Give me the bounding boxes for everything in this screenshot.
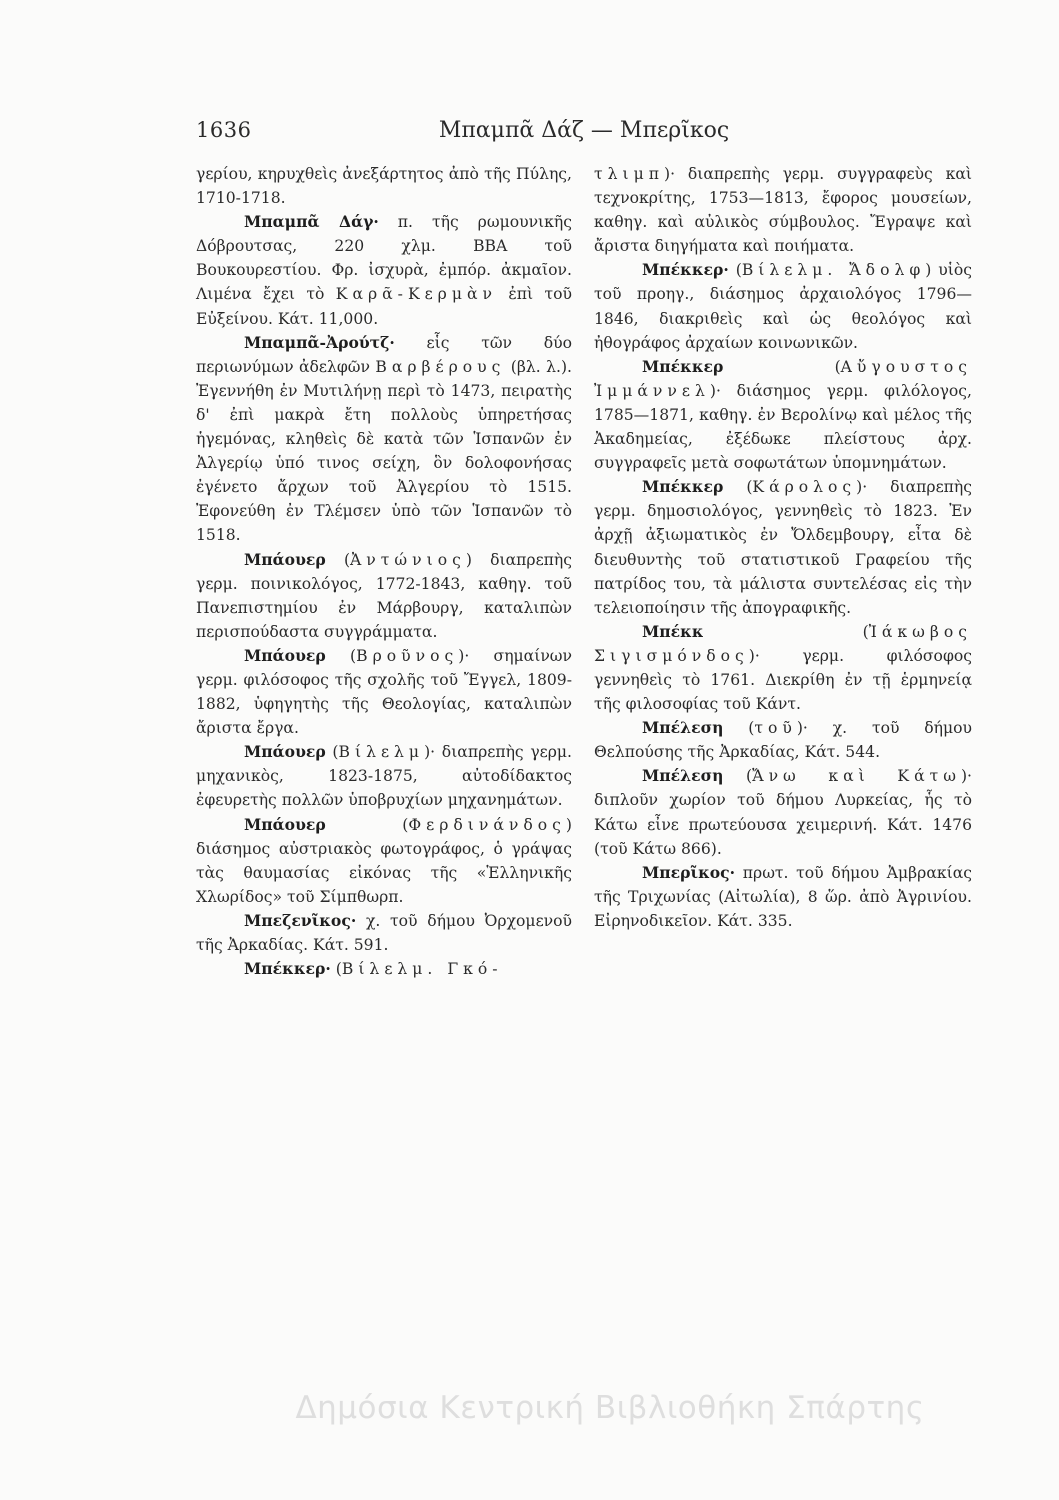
- entry-text-tail: ) διάσημος αὐστριακὸς φωτογράφος, ὁ γράψας τὰς θαυμασίας εἰκόνας τῆς «Ἑλληνικῆς Χλωρίδος» τοῦ Σίμπθωρπ.: [196, 815, 572, 906]
- dictionary-entry: [196, 813, 572, 909]
- dictionary-entry: [196, 331, 572, 548]
- entry-headword: Μπάουερ: [244, 814, 326, 834]
- dictionary-entry: [594, 258, 972, 354]
- entry-text: (: [325, 646, 357, 665]
- entry-headword: Μπέλεση: [642, 718, 724, 738]
- entry-text-tail: ) διαπρεπὴς γερμ. ποινικολόγος, 1772-1843, καθηγ. τοῦ Πανεπιστημίου ἐν Μάρβουργ, καταλιπὼν περισπούδαστα συγγράμματα.: [196, 550, 572, 641]
- entry-text: (: [723, 478, 753, 497]
- entry-spaced-name: Ἄνω καὶ Κάτω: [752, 767, 961, 786]
- dictionary-entry: [594, 861, 972, 933]
- entry-text-tail: )· διαπρεπὴς γερμ. δημοσιολόγος, γεννηθεὶς τὸ 1823. Ἐν ἀρχῇ ἀξιωματικὸς ἐν Ὄλδεμβουργ, εἶτα δὲ διευθυντὴς τοῦ στατιστικοῦ Γραφείου τῆς πατρίδος του, τὰ μάλιστα συντελέσας εἰς τὴν τελειοποίησιν τῆς ἀπογραφικῆς.: [594, 478, 972, 617]
- right-column: [594, 162, 972, 933]
- entry-text-tail: (βλ. λ.). Ἐγεννήθη ἐν Μυτιλήνῃ περὶ τὸ 1473, πειρατὴς δ' ἐπὶ μακρὰ ἔτη πολλοὺς ὑπηρετήσας ἡγεμόνας, κληθεὶς δὲ κατὰ τῶν Ἱσπανῶν ἐν Ἀλγερίῳ ὑπό τινος σείχη, ὃν δολοφονήσας ἐγένετο ἄρχων τοῦ Ἀλγερίου τὸ 1515. Ἐφονεύθη ἐν Τλέμσεν ὑπὸ τῶν Ἱσπανῶν τὸ 1518.: [196, 357, 572, 545]
- entry-spaced-name: Ἰάκωβος Σιγισμόνδος: [594, 622, 972, 665]
- entry-headword: Μπάουερ: [244, 742, 326, 762]
- entry-spaced-name: Βροῦνος: [356, 646, 459, 665]
- entry-headword: Μπερῖκος·: [642, 862, 736, 882]
- entry-headword: Μπέκκερ·: [244, 959, 331, 979]
- entry-text: (: [330, 960, 342, 979]
- entry-text: εἷς τῶν δύο περιωνύμων ἀδελφῶν: [196, 333, 572, 376]
- continuation-text: [594, 162, 972, 258]
- continuation-body: )· διαπρεπὴς γερμ. συγγραφεὺς καὶ τεχνοκρίτης, 1753—1813, ἔφορος μουσείων, καθηγ. καὶ αὐλικὸς σύμβουλος. Ἔγραψε καὶ ἄριστα διηγήματα καὶ ποιήματα.: [594, 165, 972, 256]
- continuation-text: γερίου, κηρυχθεὶς ἀνεξάρτητος ἀπὸ τῆς Πύλης, 1710-1718.: [196, 165, 572, 208]
- entry-spaced-name: τοῦ: [754, 719, 797, 738]
- entry-headword: Μπέλεση: [642, 766, 724, 786]
- entry-spaced-name: Καρᾶ-Κερμὰν: [335, 285, 497, 304]
- entry-text: (: [723, 357, 841, 376]
- entry-text: (: [723, 719, 755, 738]
- entry-headword: Μπαμπᾶ Δάγ·: [244, 212, 379, 232]
- entry-headword: Μπεζενῖκος·: [244, 910, 357, 930]
- entry-spaced-name: Κάρολος: [752, 478, 857, 497]
- library-watermark: Δημόσια Κεντρική Βιβλιοθήκη Σπάρτης: [295, 1390, 925, 1426]
- continuation-spaced-name: τλιμπ: [594, 165, 665, 183]
- entry-text-tail: )· διάσημος γερμ. φιλόλογος, 1785—1871, καθηγ. ἐν Βερολίνῳ καὶ μέλος τῆς Ἀκαδημείας, ἐξέδωκε πλείστους ἀρχ. συγγραφεῖς μετὰ σοφωτάτων ὑπομνημάτων.: [594, 381, 972, 473]
- entry-spaced-name: Φερδινάνδος: [408, 815, 566, 834]
- entry-spaced-name: Ἀντώνιος: [350, 550, 466, 569]
- entry-headword: Μπέκκερ: [642, 356, 724, 376]
- entry-text: (: [325, 815, 409, 834]
- entry-text-tail: ἐπὶ τοῦ Εὐξείνου. Κάτ. 11,000.: [196, 285, 572, 328]
- page-header: [196, 118, 972, 158]
- entry-text-tail: )· διαπρεπὴς γερμ. μηχανικὸς, 1823-1875, αὐτοδίδακτος ἐφευρετὴς πολλῶν ὑποβρυχίων μηχανημάτων.: [196, 743, 572, 810]
- entry-text-tail: )· γερμ. φιλόσοφος γεννηθεὶς τὸ 1761. Διεκρίθη ἐν τῇ ἑρμηνείᾳ τῆς φιλοσοφίας τοῦ Κάντ.: [594, 646, 972, 714]
- entry-spaced-name: Βαρβέρους: [375, 357, 506, 376]
- left-column: [196, 162, 572, 981]
- entry-text-tail: )· διπλοῦν χωρίον τοῦ δήμου Λυρκείας, ἧς τὸ Κάτω εἶνε πρωτεύουσα χειμερινή. Κάτ. 1476 (τοῦ Κάτω 866).: [594, 767, 972, 858]
- entry-headword: Μπέκκερ: [642, 477, 724, 497]
- dictionary-entry: [196, 957, 572, 981]
- dictionary-entry: [594, 764, 972, 860]
- entry-text: πρωτ. τοῦ δήμου Ἀμβρακίας τῆς Τριχωνίας (Αἰτωλία), 8 ὥρ. ἀπὸ Ἀγρινίου. Εἰρηνοδικεῖον. Κάτ. 335.: [594, 863, 972, 930]
- entry-headword: Μπέκκ: [642, 621, 704, 641]
- dictionary-entry: [594, 475, 972, 620]
- dictionary-entry: [594, 620, 972, 716]
- entry-headword: Μπάουερ: [244, 549, 326, 569]
- page-number: 1636: [196, 118, 252, 142]
- dictionary-entry: [196, 740, 572, 812]
- entry-text: (: [325, 550, 351, 569]
- dictionary-entry: [594, 355, 972, 475]
- entry-text-tail: ) υἱὸς τοῦ προηγ., διάσημος ἀρχαιολόγος 1796—1846, διακριθεὶς καὶ ὡς θεολόγος καὶ ἠθογράφος ἀρχαίων κοινωνικῶν.: [594, 261, 972, 352]
- dictionary-entry: [196, 909, 572, 957]
- dictionary-entry: [196, 548, 572, 644]
- dictionary-entry: [196, 644, 572, 740]
- running-head: Μπαμπᾶ Δάζ — Μπερῖκος: [438, 118, 730, 143]
- entry-spaced-name: Βίλελμ. Ἄδολφ: [741, 261, 926, 280]
- entry-text-tail: )· χ. τοῦ δήμου Θελπούσης τῆς Ἀρκαδίας, Κάτ. 544.: [594, 719, 972, 762]
- entry-text: (: [723, 767, 753, 786]
- entry-spaced-name: Βίλελμ: [338, 743, 425, 762]
- entry-text: (: [728, 261, 742, 280]
- entry-spaced-name: Αὔγουστος Ἰμμάννελ: [594, 357, 972, 400]
- entry-text: χ. τοῦ δήμου Ὀρχομενοῦ τῆς Ἀρκαδίας. Κάτ. 591.: [196, 911, 572, 954]
- entry-spaced-name: Βίλελμ. Γκό-: [341, 960, 503, 979]
- dictionary-entry: [196, 210, 572, 330]
- dictionary-entry: [594, 716, 972, 764]
- entry-text: (: [703, 622, 869, 641]
- entry-headword: Μπέκκερ·: [642, 260, 729, 280]
- entry-text: (: [325, 743, 339, 762]
- entry-headword: Μπαμπᾶ-Ἀρούτζ·: [244, 332, 395, 352]
- entry-text: π. τῆς ρωμουνικῆς Δόβρουτσας, 220 χλμ. ΒΒΑ τοῦ Βουκουρεστίου. Φρ. ἰσχυρὰ, ἐμπόρ. ἀκμαῖον. Λιμένα ἔχει τὸ: [196, 213, 572, 304]
- entry-headword: Μπάουερ: [244, 645, 326, 665]
- entry-text-tail: )· σημαίνων γερμ. φιλόσοφος τῆς σχολῆς τοῦ Ἔγγελ, 1809-1882, ὑφηγητὴς τῆς Θεολογίας, καταλιπὼν ἄριστα ἔργα.: [196, 646, 572, 738]
